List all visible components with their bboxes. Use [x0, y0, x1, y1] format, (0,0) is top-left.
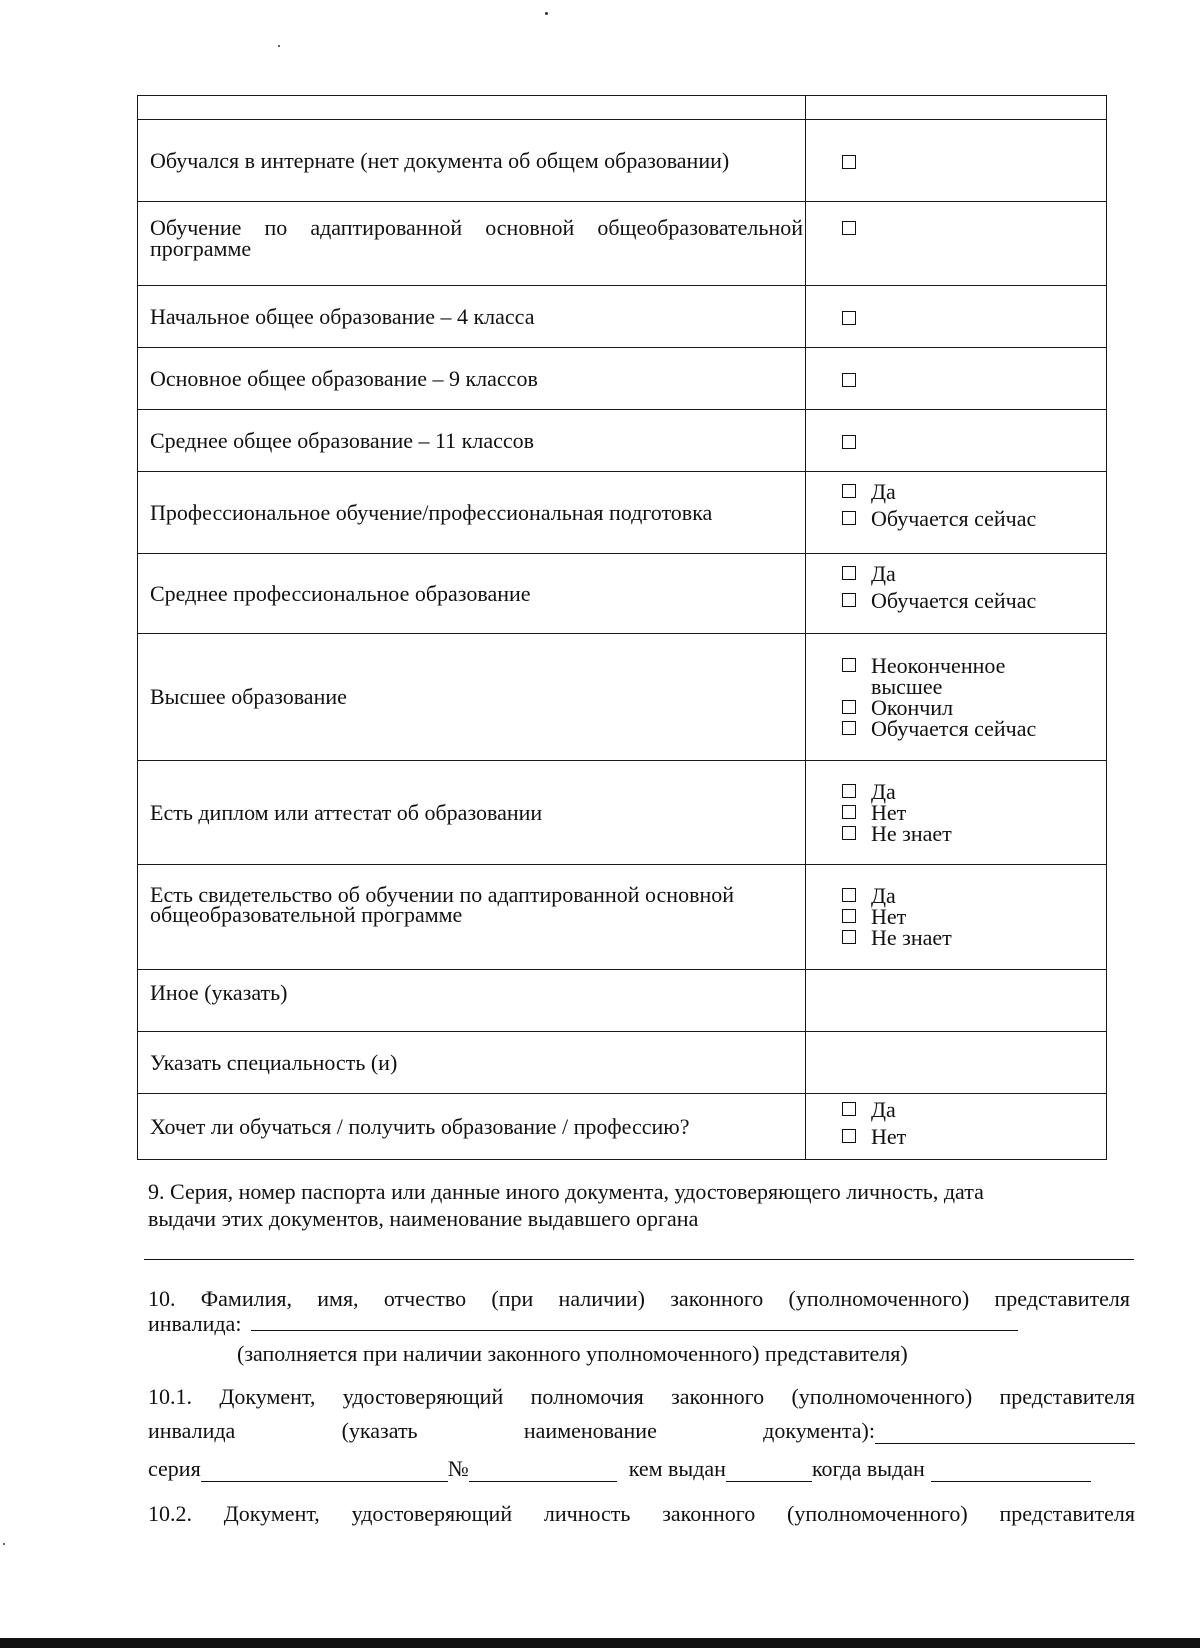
- row-label: [138, 202, 806, 286]
- table-row: [138, 286, 1107, 348]
- scan-speck: [278, 45, 280, 47]
- section-10-1-word: (указать: [341, 1418, 418, 1443]
- option-label: Неоконченное высшее: [871, 653, 1006, 699]
- section-10-line-1: 10. Фамилия, имя, отчество (при наличии) законного (уполномоченного) представителя: [148, 1286, 1130, 1311]
- table-row: [138, 761, 1107, 865]
- representative-name-field[interactable]: [251, 1312, 1018, 1331]
- row-label-text: Среднее общее образование – 11 классов: [150, 427, 535, 453]
- row-label: [138, 634, 806, 761]
- row-label: [138, 1094, 806, 1160]
- option[interactable]: [842, 927, 1098, 948]
- option[interactable]: [842, 505, 1098, 532]
- issued-by-label: кем выдан: [628, 1456, 726, 1481]
- table-row: [138, 554, 1107, 634]
- table-row: [138, 472, 1107, 554]
- checkbox-icon[interactable]: [842, 826, 856, 840]
- option[interactable]: [842, 587, 1098, 614]
- row-label-text: Есть свидетельство об обучении по адаптированной основной общеобразовательной программе: [150, 882, 735, 927]
- education-table: [137, 95, 1107, 1160]
- table-row: [138, 865, 1107, 970]
- option-label: Окончил: [871, 695, 954, 720]
- section-10-2-line-1: 10.2. Документ, удостоверяющий личность законного (уполномоченного) представителя: [148, 1501, 1135, 1526]
- option-label: Да: [871, 1097, 896, 1122]
- section-10-line-2: инвалида:: [148, 1311, 242, 1336]
- option-label: Обучается сейчас: [871, 506, 1037, 531]
- table-row: [138, 202, 1107, 286]
- section-10-1-word: наименование: [523, 1418, 657, 1443]
- row-options: [806, 865, 1107, 970]
- section-10-1-line-1: 10.1. Документ, удостоверяющий полномочия законного (уполномоченного) представителя: [148, 1384, 1135, 1409]
- option[interactable]: [842, 823, 1098, 844]
- option[interactable]: [842, 781, 1098, 802]
- row-options: [806, 286, 1107, 348]
- issued-when-label: когда выдан: [811, 1456, 925, 1481]
- row-label-text: Среднее профессиональное образование: [150, 580, 531, 606]
- row-label-text: Профессиональное обучение/профессиональная подготовка: [150, 499, 713, 525]
- option-label: Не знает: [871, 821, 952, 846]
- option[interactable]: [842, 218, 1098, 235]
- row-label: [138, 970, 806, 1032]
- section-10-note: (заполняется при наличии законного уполномоченного) представителя): [237, 1341, 908, 1366]
- row-label: [138, 286, 806, 348]
- option-label: Нет: [871, 800, 907, 825]
- table-row: [138, 348, 1107, 410]
- table-row: [138, 410, 1107, 472]
- row-options: [806, 348, 1107, 410]
- table-header-row: [138, 96, 1107, 120]
- row-label: [138, 472, 806, 554]
- row-label-text: Обучался в интернате (нет документа об общем образовании): [150, 147, 730, 173]
- checkbox-icon[interactable]: [842, 784, 856, 798]
- option[interactable]: [842, 802, 1098, 823]
- checkbox-icon[interactable]: [842, 484, 856, 498]
- option[interactable]: [842, 1096, 1098, 1123]
- checkbox-icon[interactable]: [842, 930, 856, 944]
- option-label: Да: [871, 883, 896, 908]
- checkbox-icon[interactable]: [842, 155, 856, 169]
- checkbox-icon[interactable]: [842, 593, 856, 607]
- series-label: серия: [148, 1456, 201, 1481]
- option[interactable]: [842, 560, 1098, 587]
- option[interactable]: [842, 885, 1098, 906]
- row-label: [138, 120, 806, 202]
- option[interactable]: [842, 655, 1098, 697]
- row-label-text: Иное (указать): [150, 980, 288, 1005]
- table-row: [138, 1094, 1107, 1160]
- row-label: [138, 348, 806, 410]
- row-label-text: Высшее образование: [150, 684, 347, 709]
- series-field[interactable]: [201, 1463, 448, 1482]
- row-label-text: Хочет ли обучаться / получить образование / профессию?: [150, 1113, 690, 1139]
- option-label: Нет: [871, 1124, 907, 1149]
- checkbox-icon[interactable]: [842, 311, 856, 325]
- scan-speck: [3, 1543, 5, 1545]
- checkbox-icon[interactable]: [842, 888, 856, 902]
- checkbox-icon[interactable]: [842, 721, 856, 735]
- section-9-line-2: выдачи этих документов, наименование выдавшего органа: [148, 1206, 699, 1231]
- option-label: Обучается сейчас: [871, 716, 1037, 741]
- row-label-text: Указать специальность (и): [150, 1049, 398, 1075]
- table-row: [138, 970, 1107, 1032]
- row-label-text: Обучение по адаптированной основной общеобразовательной программе: [150, 215, 803, 261]
- checkbox-icon[interactable]: [842, 1129, 856, 1143]
- checkbox-icon[interactable]: [842, 658, 856, 672]
- row-options: [806, 634, 1107, 761]
- section-9-line-1: 9. Серия, номер паспорта или данные иного документа, удостоверяющего личность, дата: [148, 1179, 984, 1204]
- checkbox-icon[interactable]: [842, 805, 856, 819]
- option-label: Обучается сейчас: [871, 588, 1037, 613]
- section-10-1-word: документа):: [763, 1418, 875, 1443]
- row-options: [806, 1094, 1107, 1160]
- section-9: [148, 1178, 1138, 1232]
- scan-edge: [0, 1638, 1200, 1648]
- option[interactable]: [842, 697, 1098, 718]
- issued-by-field[interactable]: [726, 1463, 812, 1482]
- scan-speck: [545, 12, 548, 15]
- option-label: Да: [871, 479, 896, 504]
- header-cell-left: [138, 96, 806, 120]
- option[interactable]: [842, 1123, 1098, 1150]
- option[interactable]: [842, 370, 1098, 387]
- option-label: Да: [871, 561, 896, 586]
- section-9-answer-line[interactable]: [144, 1259, 1134, 1260]
- header-cell-right: [806, 96, 1107, 120]
- section-10-line-2-row: [148, 1310, 1138, 1337]
- section-10-1-line-3: [148, 1456, 1135, 1482]
- option[interactable]: [842, 718, 1098, 739]
- issued-when-field[interactable]: [931, 1463, 1091, 1482]
- row-label-text: Есть диплом или аттестат об образовании: [150, 799, 543, 825]
- checkbox-icon[interactable]: [842, 373, 856, 387]
- row-label: [138, 761, 806, 865]
- option[interactable]: [842, 152, 1098, 169]
- option[interactable]: [842, 432, 1098, 449]
- row-label: [138, 865, 806, 970]
- table-row: [138, 1032, 1107, 1094]
- checkbox-icon[interactable]: [842, 221, 856, 235]
- section-10-1-word: инвалида: [148, 1418, 236, 1443]
- table-row: [138, 120, 1107, 202]
- row-input-cell[interactable]: [806, 1032, 1107, 1094]
- row-options: [806, 202, 1107, 286]
- row-label: [138, 410, 806, 472]
- checkbox-icon[interactable]: [842, 1102, 856, 1116]
- number-field[interactable]: [469, 1463, 617, 1482]
- option[interactable]: [842, 478, 1098, 505]
- row-input-cell[interactable]: [806, 970, 1107, 1032]
- checkbox-icon[interactable]: [842, 511, 856, 525]
- row-options: [806, 472, 1107, 554]
- table-row: [138, 634, 1107, 761]
- row-label: [138, 554, 806, 634]
- document-name-field[interactable]: [875, 1425, 1135, 1444]
- section-10-1-doc-name: [763, 1418, 1135, 1444]
- row-label: [138, 1032, 806, 1094]
- checkbox-icon[interactable]: [842, 700, 856, 714]
- option[interactable]: [842, 906, 1098, 927]
- section-10-1-line-2: [148, 1418, 1135, 1444]
- checkbox-icon[interactable]: [842, 435, 856, 449]
- checkbox-icon[interactable]: [842, 566, 856, 580]
- option[interactable]: [842, 308, 1098, 325]
- option-label: Да: [871, 779, 896, 804]
- row-options: [806, 761, 1107, 865]
- option-label: Нет: [871, 904, 907, 929]
- row-label-text: Начальное общее образование – 4 класса: [150, 303, 535, 329]
- row-options: [806, 410, 1107, 472]
- row-options: [806, 120, 1107, 202]
- row-label-text: Основное общее образование – 9 классов: [150, 365, 538, 391]
- checkbox-icon[interactable]: [842, 909, 856, 923]
- number-label: №: [447, 1456, 469, 1481]
- option-label: Не знает: [871, 925, 952, 950]
- row-options: [806, 554, 1107, 634]
